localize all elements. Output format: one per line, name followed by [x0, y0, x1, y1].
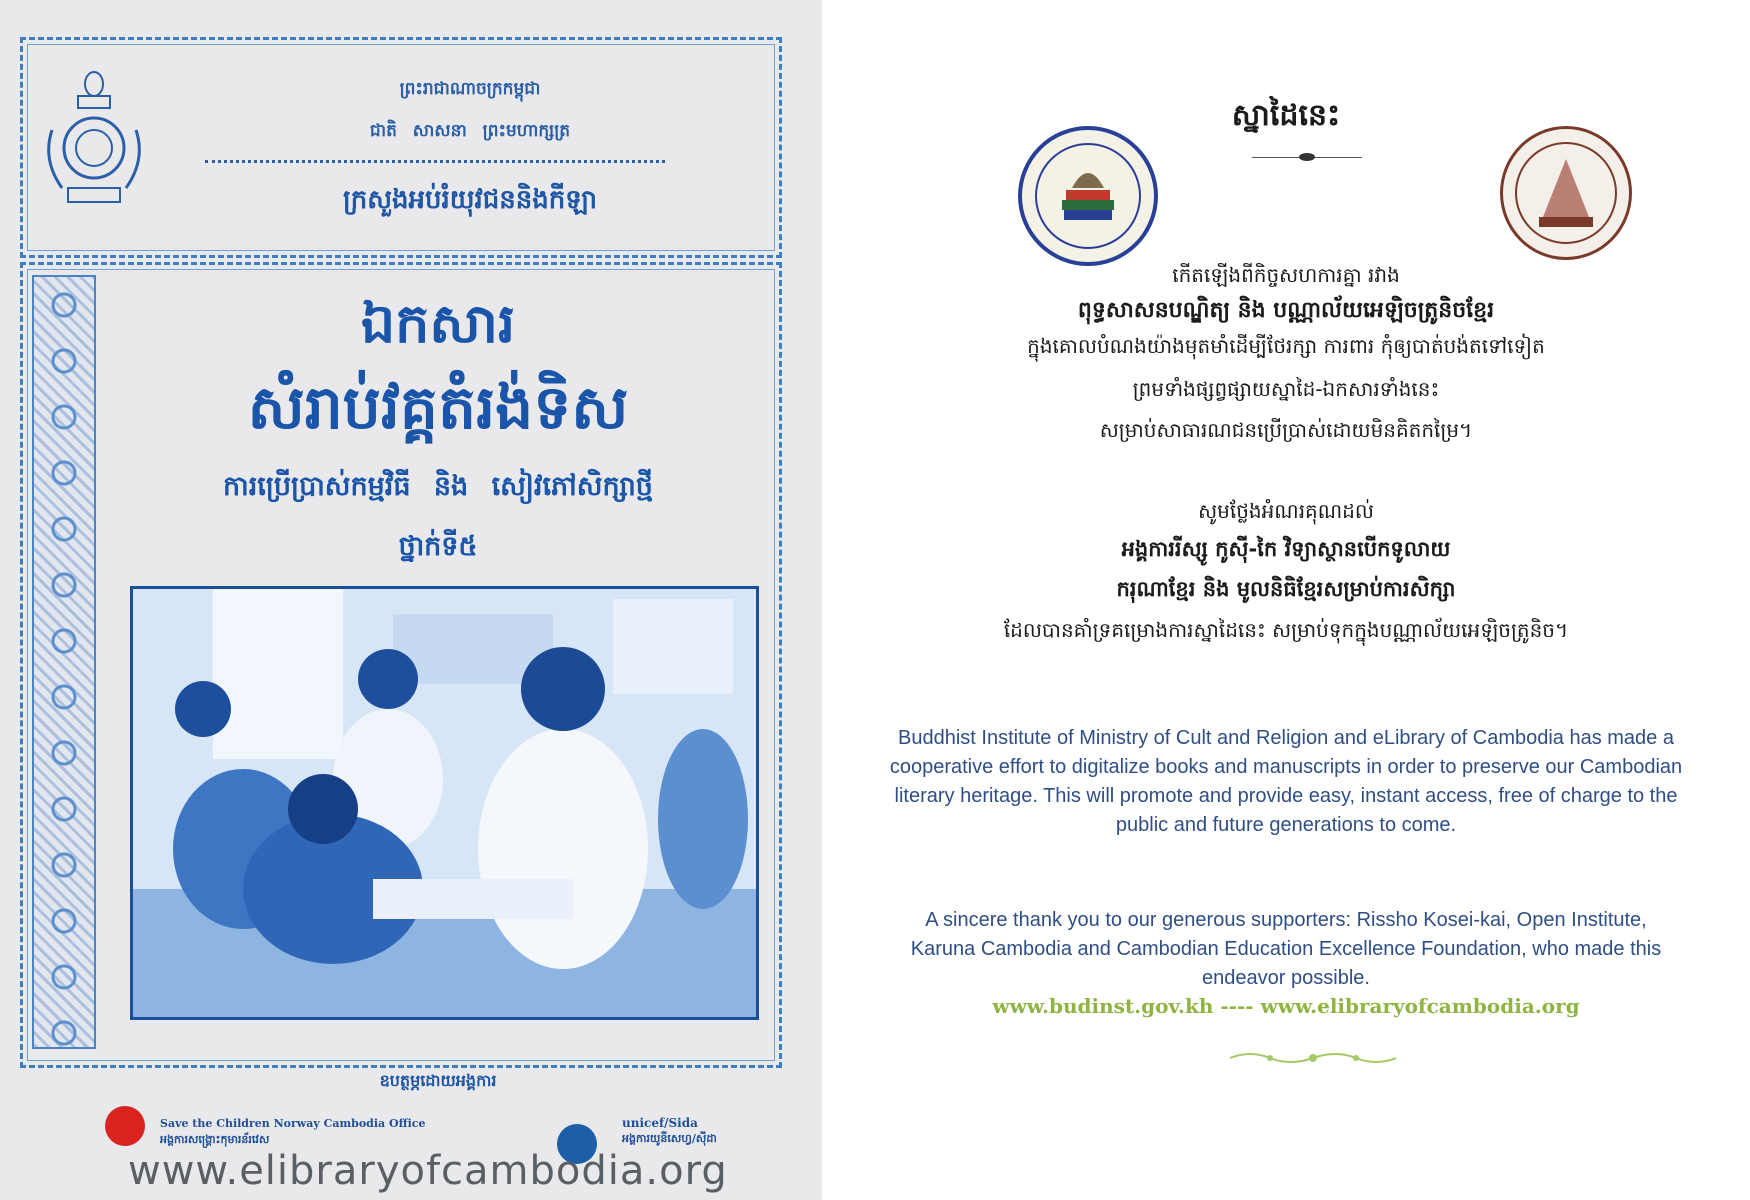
book-cover: [0, 0, 822, 1200]
khmer-para1-line1: កើតឡើងពីកិច្ចសហការគ្នា រវាង: [1172, 263, 1400, 287]
khmer-para1-line3: ក្នុងគោលបំណងយ៉ាងមុតមាំដើម្បីថែរក្សា ការពារ កុំឲ្យបាត់បង់តទៅទៀត: [1027, 334, 1545, 358]
sponsor-credit: ឧបត្ថម្ភដោយអង្គការ: [379, 1071, 497, 1090]
book-title-line1: ឯកសារ: [360, 292, 516, 355]
royal-emblem-icon: [38, 70, 150, 210]
dotted-divider: [205, 160, 665, 163]
kingdom-heading: ព្រះរាជាណាចក្រកម្ពុជា: [399, 79, 541, 99]
english-paragraph-1: Buddhist Institute of Ministry of Cult and Religion and eLibrary of Cambodia has made a cooperative effort to digitalize books and manuscripts in order to preserve our Cambodian literary heritage. This will promote and provide easy, instant access, free of charge to the public and future generations to come.: [889, 727, 1683, 836]
khmer-para2-line2: អង្គការរីស្សូ កូស៊ី-កៃ វិទ្យាស្ថានបើកទូលាយ: [1121, 537, 1451, 561]
khmer-para1-line4: ព្រមទាំងផ្សព្វផ្សាយស្នាដៃ-ឯកសារទាំងនេះ: [1132, 377, 1440, 401]
classroom-photo: [130, 586, 759, 1020]
footer-ornament-icon: [1230, 1050, 1396, 1066]
sponsor-right-name: unicef/Sida: [622, 1116, 698, 1130]
digitization-note: [822, 0, 1750, 1200]
ministry-name: ក្រសួងអប់រំយុវជននិងកីឡា: [342, 185, 598, 215]
grade-label: ថ្នាក់ទី៥: [398, 531, 478, 562]
ornamental-border-strip: [32, 275, 96, 1049]
website-links: www.budinst.gov.kh ---- www.elibraryofcambodia.org: [992, 994, 1580, 1018]
note-title: ស្នាដៃនេះ: [1231, 98, 1341, 133]
khmer-para2-line3: ករុណាខ្មែរ និង មូលនិធិខ្មែរសម្រាប់ការសិក្សា: [1116, 577, 1456, 601]
watermark-url: www.elibraryofcambodia.org: [128, 1148, 728, 1194]
khmer-para1-line5: សម្រាប់សាធារណជនប្រើប្រាស់ដោយមិនគិតកម្រៃ។: [1099, 418, 1473, 442]
sponsor-left-name: Save the Children Norway Cambodia Office: [160, 1117, 426, 1130]
book-subtitle: ការប្រើប្រាស់កម្មវិធី និង សៀវភៅសិក្សាថ្មី: [223, 471, 653, 502]
buddhist-institute-logo-icon: [1500, 126, 1632, 260]
khmer-para2-line4: ដែលបានគាំទ្រគម្រោងការស្នាដៃនេះ សម្រាប់ទុកក្នុងបណ្ណាល័យអេឡិចត្រូនិច។: [1003, 618, 1569, 642]
elibrary-logo-icon: [1018, 126, 1158, 266]
english-paragraph-2: A sincere thank you to our generous supporters: Rissho Kosei-kai, Open Institute, Karuna Cambodia and Cambodian Education Excellence Foundation, who made this endeavor possible.: [910, 909, 1662, 989]
book-title-line2: សំរាប់វគ្គតំរង់ទិស: [247, 373, 629, 443]
title-divider: [1252, 157, 1362, 158]
khmer-para2-line1: សូមថ្លែងអំណរគុណដល់: [1198, 499, 1374, 523]
sponsor-left-name-kh: អង្គការសង្គ្រោះកុមារន័រវេស: [160, 1133, 270, 1146]
national-motto: ជាតិ សាសនា ព្រះមហាក្សត្រ: [369, 121, 571, 141]
save-the-children-logo-icon: [105, 1106, 145, 1146]
sponsor-right-name-kh: អង្គការយូនីសេហ្វ/ស៊ីដា: [622, 1132, 717, 1145]
khmer-para1-line2: ពុទ្ធសាសនបណ្ឌិត្យ និង បណ្ណាល័យអេឡិចត្រូនិចខ្មែរ: [1077, 298, 1495, 323]
